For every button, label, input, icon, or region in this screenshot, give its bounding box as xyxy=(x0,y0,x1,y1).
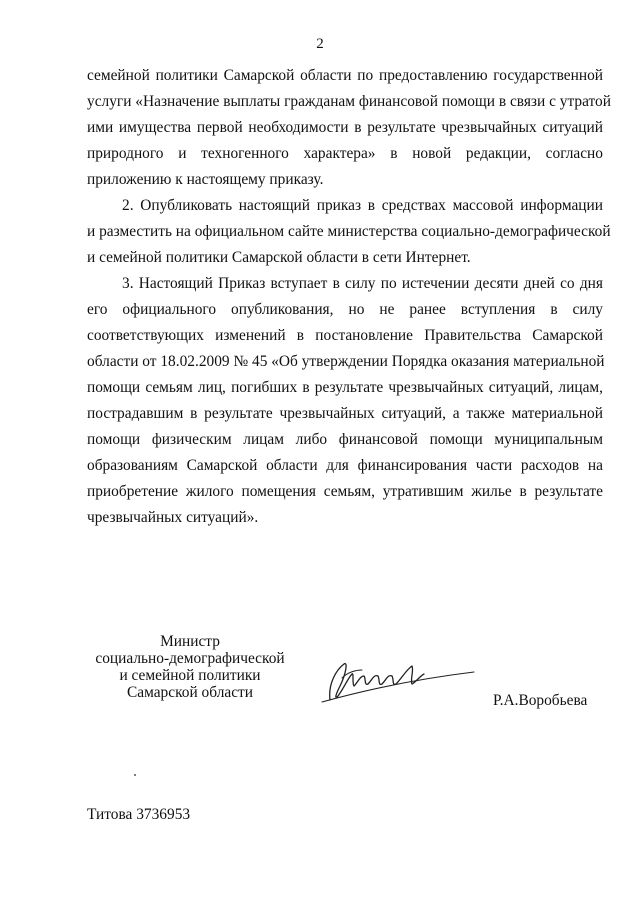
signature-underline xyxy=(322,672,474,702)
paragraph-1-line: услуги «Назначение выплаты гражданам финансовой помощи в связи с утратой xyxy=(87,93,611,110)
signatory-position xyxy=(95,633,285,701)
paragraph-3-line: помощи семьям лиц, погибших в результате чрезвычайных ситуаций, лицам, xyxy=(87,379,603,396)
paragraph-3-line: пострадавшим в результате чрезвычайных ситуаций, а также материальной xyxy=(87,405,603,422)
paragraph-1-line: приложению к настоящему приказу. xyxy=(87,171,324,188)
paragraph-3-line: образованиям Самарской области для финансирования части расходов на xyxy=(87,457,603,474)
paragraph-3-line: чрезвычайных ситуаций». xyxy=(87,509,259,526)
position-line: социально-демографической xyxy=(95,650,285,667)
page-number: 2 xyxy=(316,36,324,52)
position-line: Министр xyxy=(160,633,220,650)
footer-contact: Титова 3736953 xyxy=(87,806,191,823)
paragraph-3-line: 3. Настоящий Приказ вступает в силу по истечении десяти дней со дня xyxy=(122,275,603,292)
paragraph-3-line: приобретение жилого помещения семьям, утратившим жилье в результате xyxy=(87,483,603,500)
signatory-name: Р.А.Воробьева xyxy=(493,692,588,709)
paragraph-2-line: и семейной политики Самарской области в сети Интернет. xyxy=(87,249,471,266)
paragraph-1-line: семейной политики Самарской области по предоставлению государственной xyxy=(87,67,603,84)
paragraph-3-line: области от 18.02.2009 № 45 «Об утверждении Порядка оказания материальной xyxy=(87,353,605,370)
paragraph-2-line: 2. Опубликовать настоящий приказ в средствах массовой информации xyxy=(122,197,603,214)
position-line: и семейной политики xyxy=(119,667,261,684)
paragraph-3-line: помощи физическим лицам либо финансовой помощи муниципальным xyxy=(87,431,603,448)
position-line: Самарской области xyxy=(126,684,253,701)
paragraph-1-line: ими имущества первой необходимости в результате чрезвычайных ситуаций xyxy=(87,119,603,136)
ink-dot xyxy=(134,774,136,776)
paragraph-3-line: соответствующих изменений в постановление Правительства Самарской xyxy=(87,327,603,344)
paragraph-2-line: и разместить на официальном сайте министерства социально-демографической xyxy=(87,223,611,240)
handwritten-signature xyxy=(318,656,478,708)
paragraph-3-line: его официального опубликования, но не ранее вступления в силу xyxy=(87,301,603,318)
paragraph-1-line: природного и техногенного характера» в новой редакции, согласно xyxy=(87,145,603,162)
